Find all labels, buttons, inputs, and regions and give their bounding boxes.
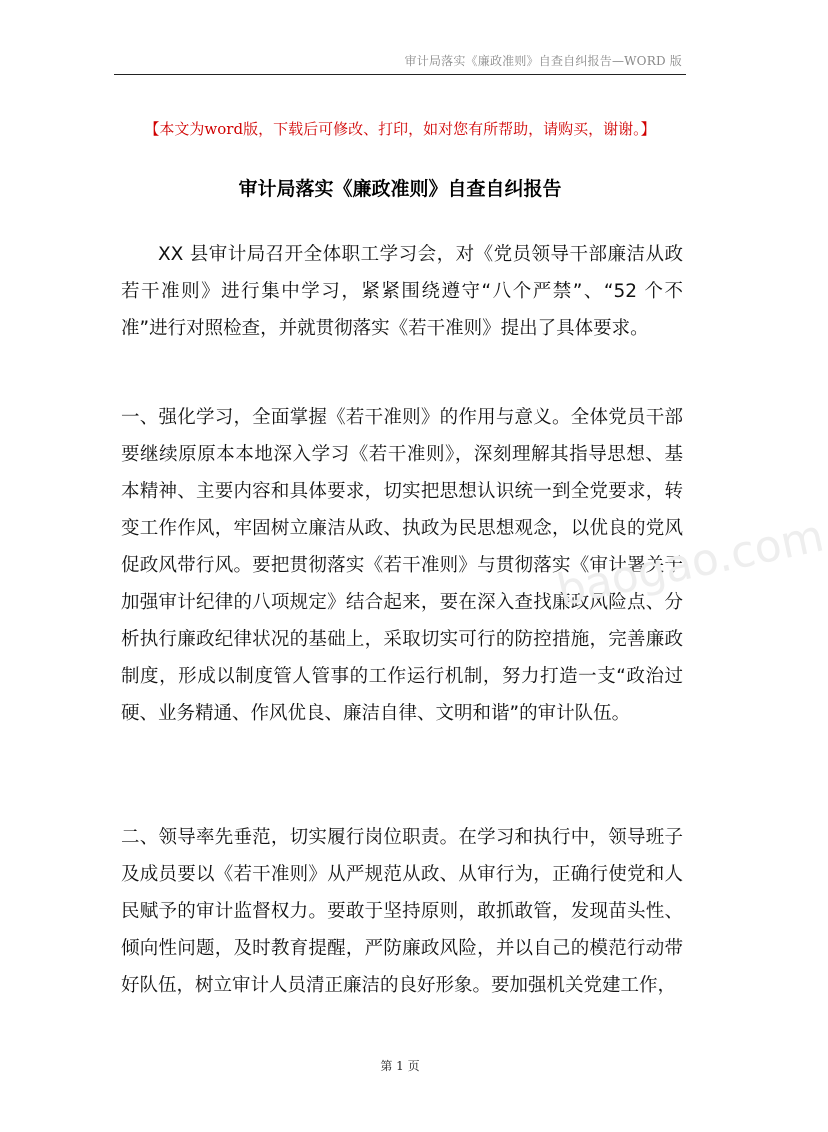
header-divider (114, 74, 686, 75)
document-title: 审计局落实《廉政准则》自查自纠报告 (238, 178, 562, 200)
paragraph-section-two: 二、领导率先垂范，切实履行岗位职责。在学习和执行中，领导班子及成员要以《若干准则》从严规范从政、从审行为，正确行使党和人民赋予的审计监督权力。要敢于坚持原则，敢抓敢管，发现苗头性、倾向性问题，及时教育提醒，严防廉政风险，并以自己的模范行动带好队伍，树立审计人员清正廉洁的良好形象。要加强机关党建工作， (121, 827, 683, 996)
watermark-logo: baogao.com (552, 510, 828, 617)
page-header-text: 审计局落实《廉政准则》自查自纠报告—WORD 版 (404, 54, 682, 68)
page-number: 第 1 页 (380, 1059, 420, 1073)
paragraph-section-one: 一、强化学习，全面掌握《若干准则》的作用与意义。全体党员干部要继续原原本本地深入学习《若干准则》，深刻理解其指导思想、基本精神、主要内容和具体要求，切实把思想认识统一到全党要求，转变工作作风，牢固树立廉洁从政、执政为民思想观念，以优良的党风促政风带行风。要把贯彻落实《若干准则》与贯彻落实《审计署关于加强审计纪律的八项规定》结合起来，要在深入查找廉政风险点、分析执行廉政纪律状况的基础上，采取切实可行的防控措施，完善廉政制度，形成以制度管人管事的工作运行机制，努力打造一支“政治过硬、业务精通、作风优良、廉洁自律、文明和谐”的审计队伍。 (121, 407, 683, 724)
paragraph-intro: XX 县审计局召开全体职工学习会，对《党员领导干部廉洁从政若干准则》进行集中学习，紧紧围绕遵守“八个严禁”、“52 个不准”进行对照检查，并就贯彻落实《若干准则》提出了具体要求。 (121, 244, 683, 339)
purchase-notice: 【本文为word版，下载后可修改、打印，如对您有所帮助，请购买，谢谢。】 (144, 120, 656, 138)
